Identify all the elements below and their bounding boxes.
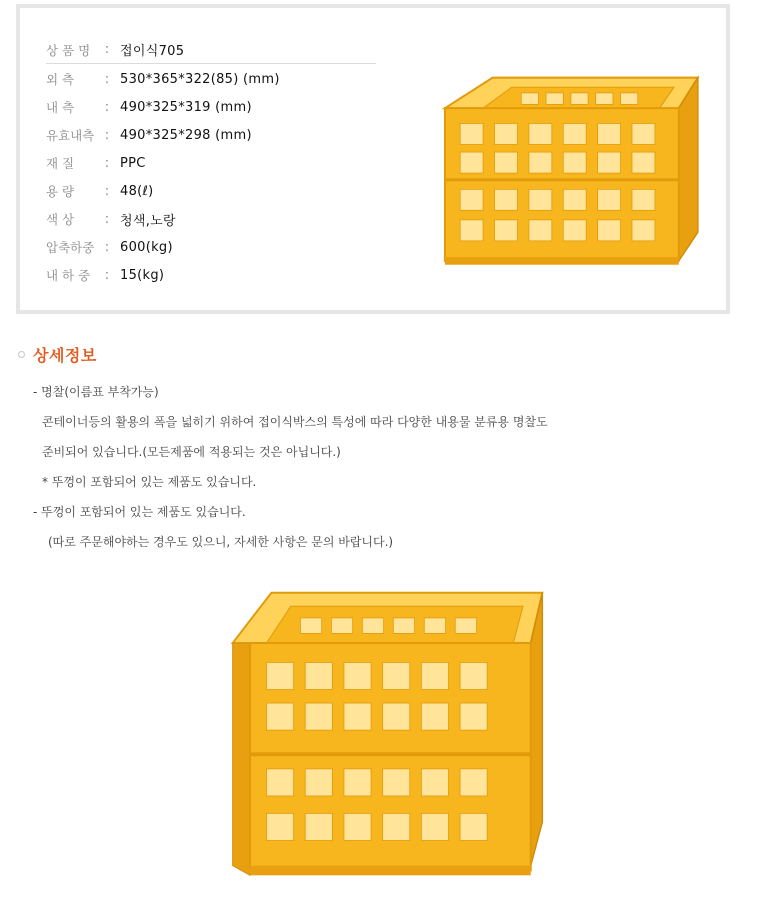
spec-label: 외 측 [46,72,75,87]
detail-line: - 뚜껑이 포함되어 있는 제품도 있습니다. [33,505,246,519]
spec-label: 색 상 [46,212,75,227]
spec-value: 48(ℓ) [120,183,154,199]
spec-row-effective [46,121,376,149]
spec-colon: : [104,239,110,255]
spec-label: 내 측 [46,100,75,115]
spec-row-name [46,36,376,64]
detail-line: * 뚜껑이 포함되어 있는 제품도 있습니다. [42,475,257,489]
spec-row-compression [46,233,376,261]
spec-label: 내 하 중 [46,268,91,283]
spec-value: 530*365*322(85) (mm) [120,71,280,87]
product-image-large [220,585,555,885]
section-heading: 상세정보 [33,346,97,365]
circle-bullet-icon [18,351,25,358]
spec-colon: : [104,155,110,171]
folding-crate-image [233,593,543,876]
detail-line: 콘테이너등의 활용의 폭을 넓히기 위하여 접이식박스의 특성에 따라 다양한 내용물 분류용 명찰도 [42,415,548,429]
spec-row-color [46,205,376,233]
spec-value: 490*325*319 (mm) [120,99,252,115]
spec-colon: : [104,71,110,87]
spec-label: 압축하중 [46,240,95,255]
spec-label: 유효내측 [46,128,95,143]
spec-value: 600(kg) [120,239,173,255]
spec-colon: : [104,267,110,283]
spec-value: 접이식705 [120,44,185,59]
spec-colon: : [104,211,110,227]
spec-value: PPC [120,155,146,171]
detail-line: - 명찰(이름표 부착가능) [33,385,159,399]
spec-label: 재 질 [46,156,75,171]
spec-value: 490*325*298 (mm) [120,127,252,143]
folding-crate-image [445,78,698,265]
spec-value: 15(kg) [120,267,165,283]
spec-colon: : [104,99,110,115]
spec-colon: : [104,127,110,143]
spec-row-material [46,149,376,177]
spec-row-load [46,261,376,289]
spec-row-inner [46,93,376,121]
product-image-small [424,70,714,280]
spec-colon: : [104,42,110,57]
spec-value: 청색,노랑 [120,213,176,229]
spec-colon: : [104,183,110,199]
spec-row-outer [46,65,376,93]
spec-label: 용 량 [46,184,75,199]
detail-line: 준비되어 있습니다.(모든제품에 적용되는 것은 아닙니다.) [42,445,341,459]
spec-label: 상 품 명 [46,42,91,58]
spec-panel [16,4,730,314]
detail-line: (따로 주문해야하는 경우도 있으니, 자세한 사항은 문의 바랍니다.) [48,535,394,549]
spec-row-capacity [46,177,376,205]
spec-table [46,36,376,289]
detail-section-title [18,343,97,366]
